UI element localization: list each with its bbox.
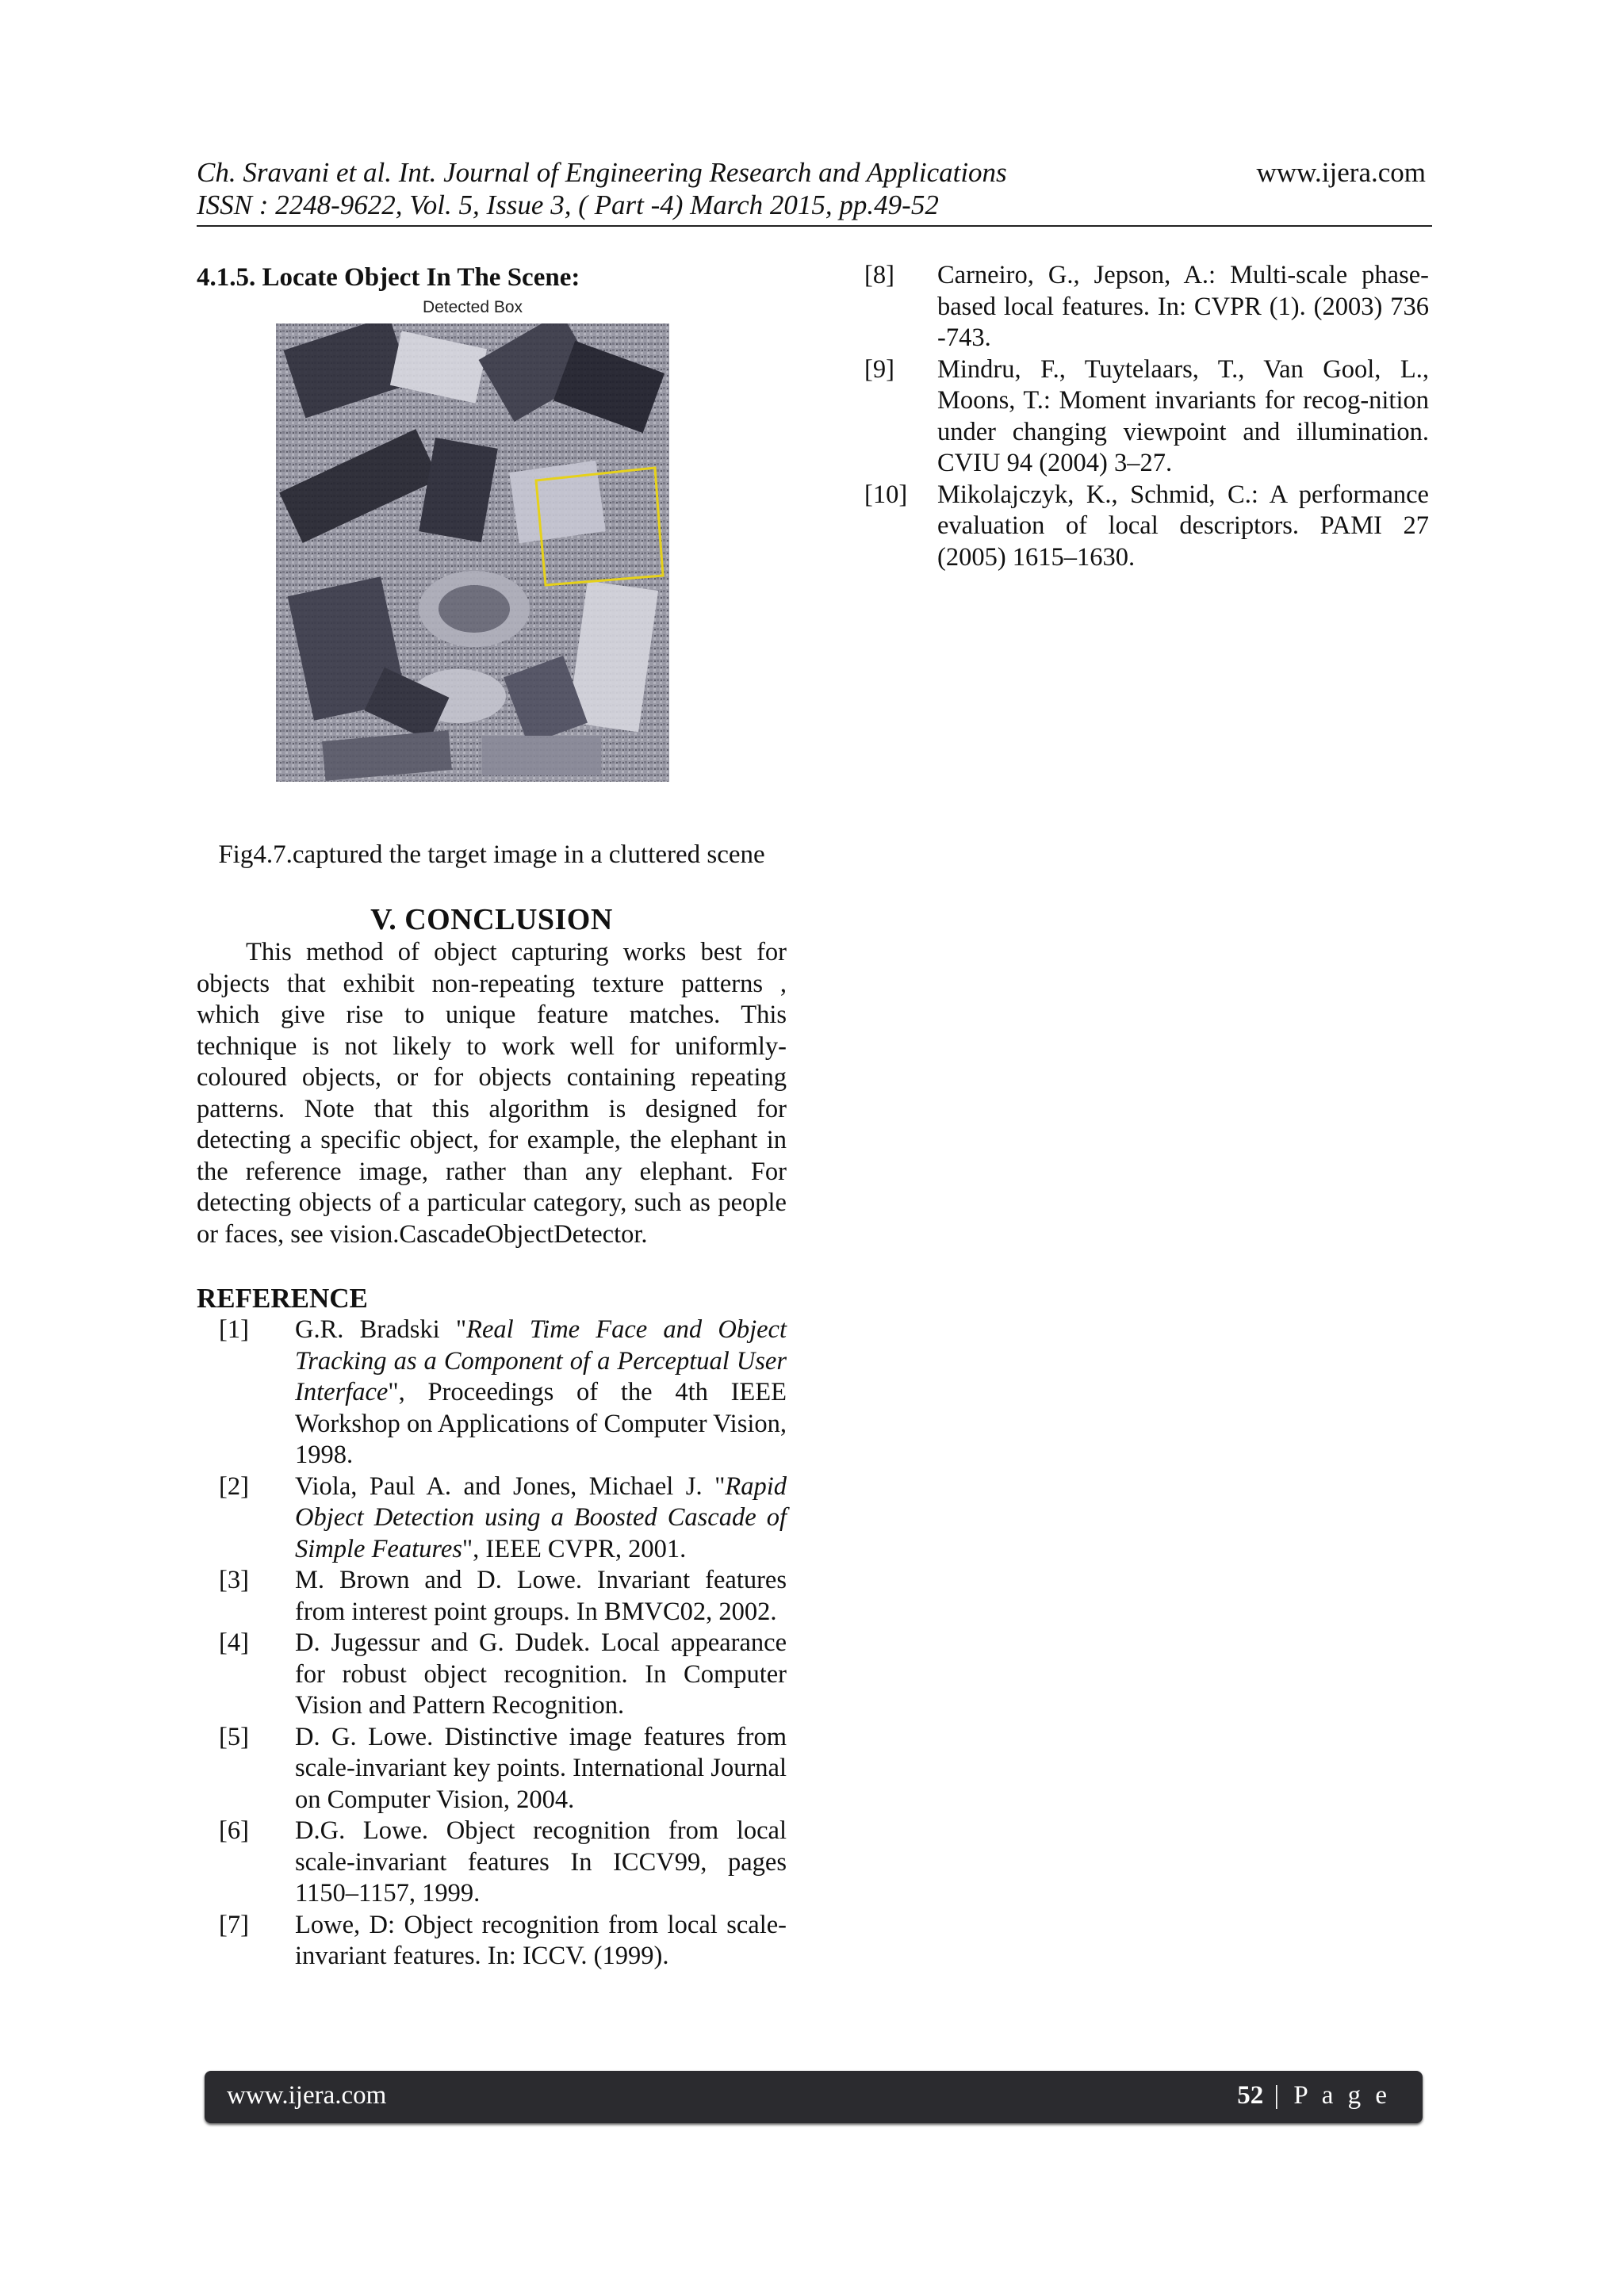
reference-number: [8] bbox=[864, 261, 894, 289]
reference-number: [9] bbox=[864, 354, 894, 384]
header-rule bbox=[197, 225, 1432, 227]
running-header-journal: Ch. Sravani et al. Int. Journal of Engineering Research and Applications bbox=[197, 157, 1007, 188]
reference-item bbox=[864, 260, 1429, 354]
reference-text-plain: D. Jugessur and G. Dudek. Local appearance for robust object recognition. In Computer Vision and Pattern Recognition. bbox=[295, 1628, 787, 1720]
reference-text bbox=[295, 1471, 787, 1566]
reference-text-plain: M. Brown and D. Lowe. Invariant features from interest point groups. In BMVC02, 2002. bbox=[295, 1566, 787, 1626]
page-footer bbox=[205, 2071, 1423, 2123]
reference-text bbox=[937, 480, 1429, 574]
reference-number: [6] bbox=[219, 1816, 249, 1845]
conclusion-paragraph: This method of object capturing works best for objects that exhibit non-repeating texture patterns , which give rise to unique feature matches. This technique is not likely to work well for uniformly-coloured objects, or for objects containing repeating patterns. Note that this algorithm is designed for detecting a specific object, for example, the elephant in the reference image, rather than any elephant. For detecting objects of a particular category, such as people or faces, see vision.CascadeObjectDetector. bbox=[197, 938, 787, 1249]
reference-number: [10] bbox=[864, 480, 908, 509]
reference-item bbox=[197, 1910, 787, 1973]
reference-text bbox=[295, 1314, 787, 1471]
reference-text bbox=[295, 1565, 787, 1628]
reference-text-plain: Viola, Paul A. and Jones, Michael J. " bbox=[295, 1471, 726, 1501]
figure-title: Detected Box bbox=[422, 298, 523, 316]
page-number: 52 bbox=[1237, 2081, 1264, 2110]
reference-number: [1] bbox=[219, 1315, 249, 1344]
reference-item bbox=[197, 1628, 787, 1722]
reference-item bbox=[197, 1722, 787, 1816]
reference-text-plain: ", IEEE CVPR, 2001. bbox=[462, 1534, 687, 1563]
reference-text-plain: Mindru, F., Tuytelaars, T., Van Gool, L., Moons, T.: Moment invariants for recog-nition under changing viewpoint and illumination. CVIU 94 (2004) 3–27. bbox=[937, 354, 1429, 477]
reference-number: [2] bbox=[219, 1471, 249, 1501]
reference-list-left bbox=[197, 1314, 787, 1973]
references-heading: REFERENCE bbox=[197, 1283, 368, 1314]
reference-title-italic: Rapid Object Detection using a Boosted Cascade of Simple Features bbox=[295, 1471, 787, 1563]
reference-text bbox=[937, 260, 1429, 354]
reference-item bbox=[197, 1816, 787, 1910]
page-label: | P a g e bbox=[1274, 2081, 1391, 2110]
reference-text bbox=[295, 1816, 787, 1910]
reference-number: [4] bbox=[219, 1628, 249, 1657]
reference-text bbox=[937, 354, 1429, 480]
figure-caption: Fig4.7.captured the target image in a cluttered scene bbox=[218, 840, 765, 869]
running-header-url: www.ijera.com bbox=[1256, 157, 1426, 188]
running-header-issn: ISSN : 2248-9622, Vol. 5, Issue 3, ( Part -4) March 2015, pp.49-52 bbox=[197, 189, 939, 220]
reference-item bbox=[197, 1565, 787, 1628]
reference-text bbox=[295, 1628, 787, 1722]
figure-cluttered-scene-image bbox=[276, 323, 669, 782]
reference-text-plain: Mikolajczyk, K., Schmid, C.: A performance evaluation of local descriptors. PAMI 27 (2005) 1615–1630. bbox=[937, 480, 1429, 572]
footer-page bbox=[1237, 2081, 1391, 2110]
reference-list-right bbox=[864, 260, 1429, 573]
reference-title-italic: Real Time Face and Object Tracking as a Component of a Perceptual User Interface bbox=[295, 1315, 787, 1406]
reference-number: [3] bbox=[219, 1566, 249, 1594]
reference-item bbox=[864, 354, 1429, 480]
reference-text bbox=[295, 1722, 787, 1816]
reference-item bbox=[197, 1471, 787, 1566]
footer-url: www.ijera.com bbox=[227, 2081, 387, 2110]
reference-text-plain: D.G. Lowe. Object recognition from local scale-invariant features In ICCV99, pages 1150–1157, 1999. bbox=[295, 1816, 787, 1908]
reference-number: [7] bbox=[219, 1910, 249, 1939]
reference-item bbox=[197, 1314, 787, 1471]
reference-text-plain: ", Proceedings of the 4th IEEE Workshop on Applications of Computer Vision, 1998. bbox=[295, 1378, 787, 1469]
reference-number: [5] bbox=[219, 1722, 249, 1751]
reference-text-plain: Lowe, D: Object recognition from local scale-invariant features. In: ICCV. (1999). bbox=[295, 1910, 787, 1970]
conclusion-heading: V. CONCLUSION bbox=[370, 903, 613, 936]
reference-text-plain: Carneiro, G., Jepson, A.: Multi-scale phase-based local features. In: CVPR (1). (2003) 736 -743. bbox=[937, 261, 1429, 352]
reference-text-plain: D. G. Lowe. Distinctive image features from scale-invariant key points. International Journal on Computer Vision, 2004. bbox=[295, 1722, 787, 1814]
cluttered-scene-illustration bbox=[276, 323, 669, 782]
section-heading-locate-object: 4.1.5. Locate Object In The Scene: bbox=[197, 263, 580, 292]
reference-text bbox=[295, 1910, 787, 1973]
reference-item bbox=[864, 480, 1429, 574]
reference-text-plain: G.R. Bradski " bbox=[295, 1315, 467, 1344]
